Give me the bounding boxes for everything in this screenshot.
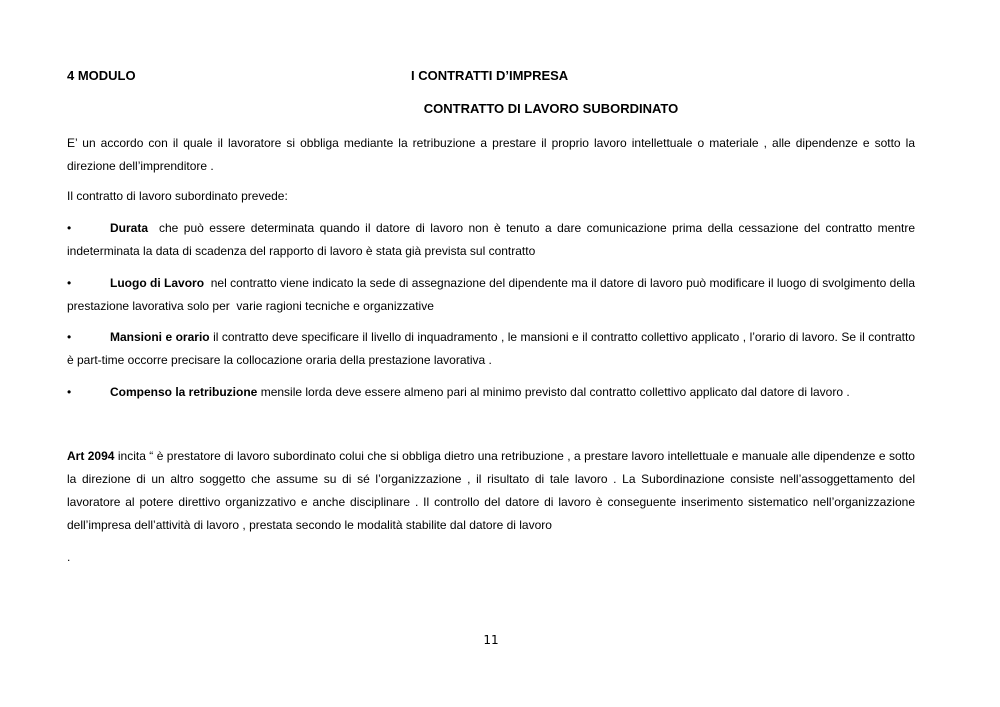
section-title-text: CONTRATTO DI LAVORO SUBORDINATO — [423, 101, 679, 116]
header-row — [67, 68, 915, 86]
bullet-term: Durata — [110, 221, 149, 235]
bullet-item-compenso — [67, 381, 915, 404]
bullet-item-luogo — [67, 272, 919, 318]
bullet-term: Mansioni e orario — [110, 330, 210, 344]
bullet-term: Compenso la retribuzione — [110, 385, 258, 399]
trailing-dot: . — [67, 550, 71, 564]
article-text: incita “ è prestatore di lavoro subordinato colui che si obbliga dietro una retribuzione , a prestare lavoro intellettuale e manuale alle dipendenze e sotto la direzione di un altro soggetto che assume su di sé l’organizzazione , il risultato di tale lavoro . La Subordinazione consiste nell’assoggettamento del lavoratore al potere direttivo organizzativo e anche disciplinare . Il controllo del datore di lavoro è conseguente inserimento sistematico nell’organizzazione dell’impresa dell’attività di lavoro , prestata secondo le modalità stabilite dal datore di lavoro — [67, 449, 915, 532]
bullet-text: il contratto deve specificare il livello di inquadramento , le mansioni e il contratto collettivo applicato , l’orario di lavoro. Se il contratto è part-time occorre precisare la collocazione oraria della prestazione lavorativa . — [67, 330, 915, 367]
bullet-icon: • — [67, 385, 72, 399]
prevede-paragraph: Il contratto di lavoro subordinato prevede: — [67, 189, 288, 203]
document-page — [67, 0, 919, 707]
module-label: 4 MODULO — [67, 68, 136, 83]
intro-paragraph: E’ un accordo con il quale il lavoratore si obbliga mediante la retribuzione a prestare il proprio lavoro intellettuale o materiale , alle dipendenze e sotto la direzione dell’imprenditore . — [67, 136, 915, 173]
bullet-icon: • — [67, 221, 72, 235]
chapter-title: I CONTRATTI D’IMPRESA — [411, 68, 569, 83]
bullet-text: che può essere determinata quando il datore di lavoro non è tenuto a dare comunicazione prima della cessazione del contratto mentre indeterminata la data di scadenza del rapporto di lavoro è stata già prevista sul contratto — [67, 221, 919, 258]
bullet-text: nel contratto viene indicato la sede di assegnazione del dipendente ma il datore di lavoro può modificare il luogo di svolgimento della prestazione lavorativa solo per varie ragioni tecniche e organizzative — [67, 276, 919, 313]
bullet-item-mansioni — [67, 326, 915, 372]
section-title — [67, 101, 915, 116]
article-term: Art 2094 — [67, 449, 115, 463]
bullet-icon: • — [67, 276, 72, 290]
bullet-item-durata — [67, 217, 919, 263]
bullet-text: mensile lorda deve essere almeno pari al minimo previsto dal contratto collettivo applicato dal datore di lavoro . — [257, 385, 850, 399]
bullet-icon: • — [67, 330, 72, 344]
bullet-term: Luogo di Lavoro — [110, 276, 205, 290]
article-paragraph — [67, 445, 915, 537]
page-number: 11 — [483, 633, 499, 647]
